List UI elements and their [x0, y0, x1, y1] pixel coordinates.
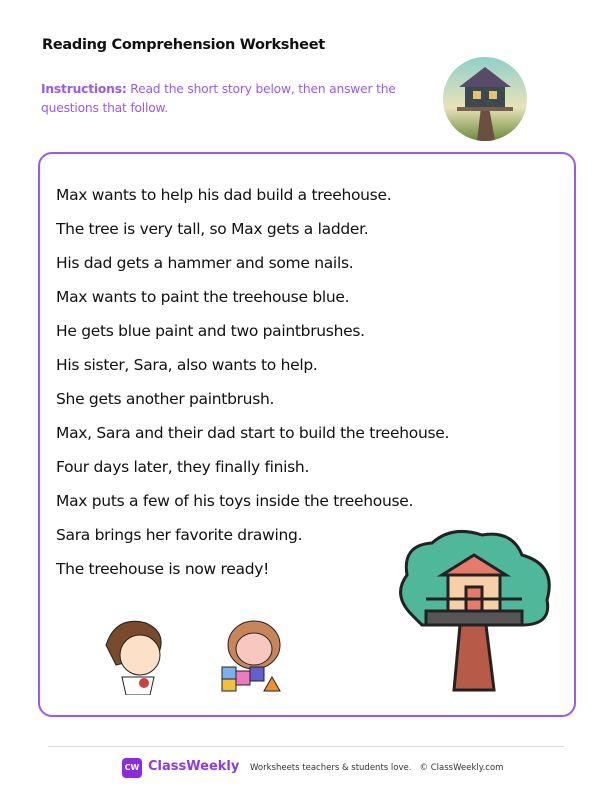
instructions-text: Read the short story below, then answer the questions that follow.: [41, 82, 396, 115]
story-line: The treehouse is now ready!: [56, 560, 270, 578]
story-line: His sister, Sara, also wants to help.: [56, 356, 318, 374]
girl-illustration: [216, 615, 286, 695]
story-line: She gets another paintbrush.: [56, 390, 275, 408]
instructions-label: Instructions:: [41, 82, 127, 96]
story-line: He gets blue paint and two paintbrushes.: [56, 322, 365, 340]
page-title: Reading Comprehension Worksheet: [42, 37, 325, 53]
footer-tagline: Worksheets teachers & students love. © ClassWeekly.com: [250, 763, 504, 773]
story-line: Sara brings her favorite drawing.: [56, 526, 303, 544]
treehouse-illustration: [392, 525, 558, 695]
boy-illustration: [96, 615, 172, 695]
treehouse-photo: [443, 57, 527, 141]
story-line: Four days later, they finally finish.: [56, 458, 310, 476]
instructions: [41, 80, 401, 118]
story-line: Max puts a few of his toys inside the treehouse.: [56, 492, 414, 510]
story-text: [56, 182, 449, 590]
story-line: Max wants to help his dad build a treehouse.: [56, 186, 392, 204]
story-line: His dad gets a hammer and some nails.: [56, 254, 354, 272]
footer-divider: [48, 746, 564, 747]
story-line: The tree is very tall, so Max gets a ladder.: [56, 220, 369, 238]
story-line: Max, Sara and their dad start to build the treehouse.: [56, 424, 450, 442]
brand-name: ClassWeekly: [148, 759, 240, 774]
story-line: Max wants to paint the treehouse blue.: [56, 288, 350, 306]
classweekly-logo-icon: CW: [122, 758, 142, 778]
